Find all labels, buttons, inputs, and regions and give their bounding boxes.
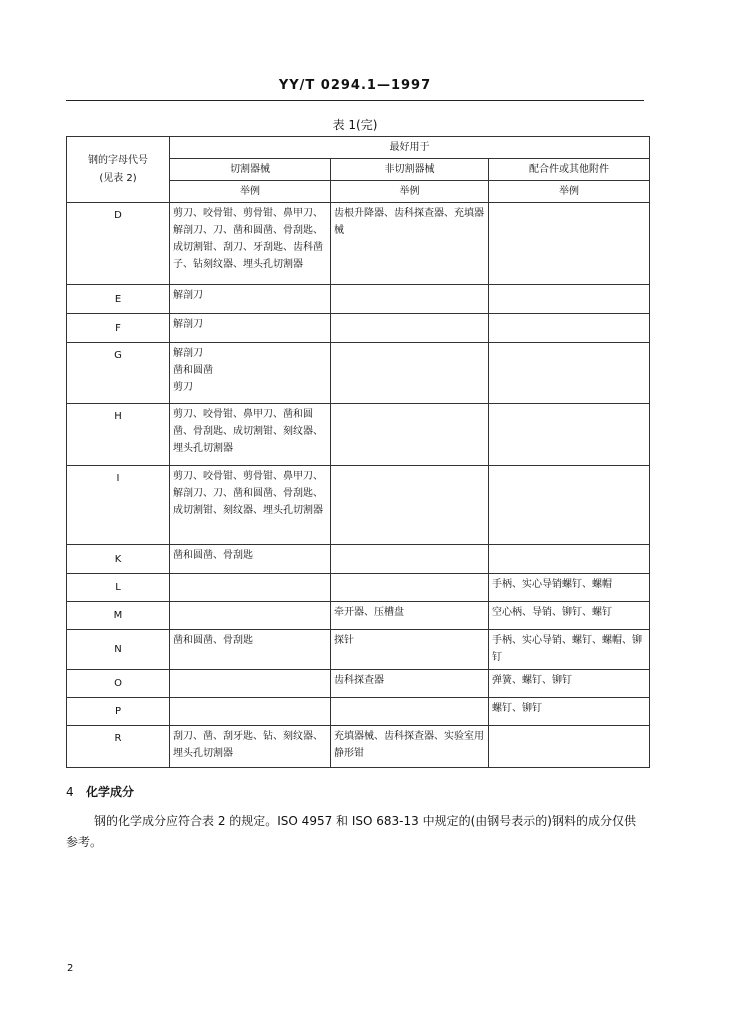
col-header-fitting: 配合件或其他附件 bbox=[489, 159, 650, 181]
row-fitting-examples bbox=[489, 285, 650, 314]
example-label-fitting: 举例 bbox=[489, 181, 650, 203]
example-label-cutting: 举例 bbox=[170, 181, 331, 203]
section-title: 化学成分 bbox=[86, 785, 135, 799]
row-noncutting-examples bbox=[331, 545, 489, 574]
table-row bbox=[67, 726, 650, 768]
table-row bbox=[67, 343, 650, 404]
section-number: 4 bbox=[66, 785, 74, 799]
col-header-cutting: 切割器械 bbox=[170, 159, 331, 181]
table-row bbox=[67, 203, 650, 285]
row-cutting-examples: 刮刀、凿、刮牙匙、钻、刻纹器、埋头孔切割器 bbox=[170, 726, 331, 768]
row-fitting-examples: 空心柄、导销、铆钉、螺钉 bbox=[489, 602, 650, 630]
row-cutting-examples bbox=[170, 602, 331, 630]
row-fitting-examples: 手柄、实心导销螺钉、螺帽 bbox=[489, 574, 650, 602]
row-fitting-examples: 螺钉、铆钉 bbox=[489, 698, 650, 726]
row-noncutting-examples: 牵开器、压槽盘 bbox=[331, 602, 489, 630]
table-row bbox=[67, 285, 650, 314]
table-row bbox=[67, 602, 650, 630]
row-fitting-examples bbox=[489, 203, 650, 285]
row-noncutting-examples: 齿科探查器 bbox=[331, 670, 489, 698]
row-noncutting-examples bbox=[331, 574, 489, 602]
row-code: P bbox=[67, 698, 170, 726]
row-noncutting-examples: 探针 bbox=[331, 630, 489, 670]
group-header: 最好用于 bbox=[170, 137, 650, 159]
row-code: M bbox=[67, 602, 170, 630]
table-row bbox=[67, 466, 650, 545]
document-code: YY/T 0294.1—1997 bbox=[278, 78, 432, 93]
table-row bbox=[67, 630, 650, 670]
col-header-code-text: 钢的字母代号 (见表 2) bbox=[88, 154, 148, 184]
row-cutting-examples: 解剖刀 凿和圆凿 剪刀 bbox=[170, 343, 331, 404]
table-row bbox=[67, 574, 650, 602]
row-cutting-examples bbox=[170, 670, 331, 698]
row-fitting-examples bbox=[489, 466, 650, 545]
row-fitting-examples bbox=[489, 343, 650, 404]
row-fitting-examples bbox=[489, 545, 650, 574]
row-cutting-examples bbox=[170, 574, 331, 602]
row-noncutting-examples: 充填器械、齿科探查器、实验室用静形钳 bbox=[331, 726, 489, 768]
row-noncutting-examples bbox=[331, 698, 489, 726]
row-fitting-examples bbox=[489, 314, 650, 343]
row-code: O bbox=[67, 670, 170, 698]
table-row bbox=[67, 314, 650, 343]
row-noncutting-examples bbox=[331, 404, 489, 466]
row-noncutting-examples bbox=[331, 466, 489, 545]
row-code: E bbox=[67, 285, 170, 314]
col-header-code bbox=[67, 137, 170, 203]
row-code: R bbox=[67, 726, 170, 768]
row-cutting-examples: 凿和圆凿、骨刮匙 bbox=[170, 545, 331, 574]
section-body: 钢的化学成分应符合表 2 的规定。ISO 4957 和 ISO 683-13 中规定的(由钢号表示的)钢料的成分仅供参考。 bbox=[66, 814, 636, 849]
row-noncutting-examples bbox=[331, 314, 489, 343]
example-label-noncutting: 举例 bbox=[331, 181, 489, 203]
row-cutting-examples: 解剖刀 bbox=[170, 314, 331, 343]
row-cutting-examples: 剪刀、咬骨钳、鼻甲刀、凿和圆凿、骨刮匙、成切割钳、刻纹器、埋头孔切割器 bbox=[170, 404, 331, 466]
row-code: I bbox=[67, 466, 170, 545]
row-code: F bbox=[67, 314, 170, 343]
row-code: D bbox=[67, 203, 170, 285]
row-cutting-examples: 凿和圆凿、骨刮匙 bbox=[170, 630, 331, 670]
table-row bbox=[67, 404, 650, 466]
row-cutting-examples: 解剖刀 bbox=[170, 285, 331, 314]
table-row bbox=[67, 545, 650, 574]
row-fitting-examples: 手柄、实心导销、螺钉、螺帽、铆钉 bbox=[489, 630, 650, 670]
col-header-noncutting: 非切割器械 bbox=[331, 159, 489, 181]
row-cutting-examples bbox=[170, 698, 331, 726]
row-fitting-examples bbox=[489, 404, 650, 466]
row-code: K bbox=[67, 545, 170, 574]
section-heading bbox=[66, 783, 134, 800]
page-number: 2 bbox=[67, 963, 74, 974]
header-rule bbox=[66, 100, 644, 101]
row-code: H bbox=[67, 404, 170, 466]
row-fitting-examples: 弹簧、螺钉、铆钉 bbox=[489, 670, 650, 698]
table-row bbox=[67, 698, 650, 726]
table-row bbox=[67, 670, 650, 698]
steel-usage-table bbox=[66, 136, 650, 768]
row-noncutting-examples: 齿根升降器、齿科探查器、充填器械 bbox=[331, 203, 489, 285]
row-code: G bbox=[67, 343, 170, 404]
row-code: N bbox=[67, 630, 170, 670]
row-fitting-examples bbox=[489, 726, 650, 768]
table-caption: 表 1(完) bbox=[332, 118, 378, 132]
row-code: L bbox=[67, 574, 170, 602]
row-cutting-examples: 剪刀、咬骨钳、剪骨钳、鼻甲刀、解剖刀、刀、凿和圆凿、骨刮匙、成切割钳、刮刀、牙刮匙、齿科凿子、钻刻纹器、埋头孔切割器 bbox=[170, 203, 331, 285]
row-cutting-examples: 剪刀、咬骨钳、剪骨钳、鼻甲刀、解剖刀、刀、凿和圆凿、骨刮匙、成切割钳、刻纹器、埋头孔切割器 bbox=[170, 466, 331, 545]
row-noncutting-examples bbox=[331, 343, 489, 404]
row-noncutting-examples bbox=[331, 285, 489, 314]
